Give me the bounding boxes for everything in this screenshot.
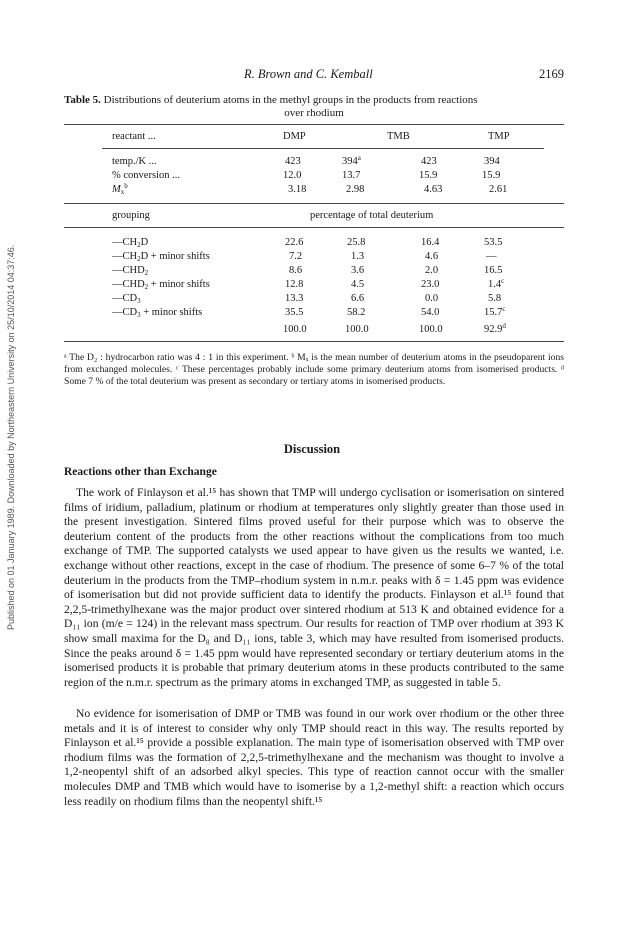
caption-line-2: over rhodium	[284, 107, 344, 119]
header-rule	[102, 148, 544, 149]
page-number: 2169	[539, 67, 564, 81]
mid-rule-1	[64, 203, 564, 204]
table-cell: 2.0	[425, 265, 439, 276]
table-cell: 0.0	[425, 293, 439, 304]
table-cell: 8.6	[289, 265, 303, 276]
conversion-label: % conversion ...	[112, 170, 180, 181]
table-cell: 5.8	[488, 293, 502, 304]
body-paragraph-2: No evidence for isomerisation of DMP or TMB was found in our work over rhodium or the other three metals and it is of interest to consider why only TMP should react in this way. The results reported by Finlayson et al.¹⁵ provide a possible explanation. The main type of isomerisation observed with TMP over rhodium films was the formation of 2,2,5-trimethylhexane and the mechanism was thought to involve a 1,2-neopentyl shift of an adsorbed alkyl species. This type of reaction cannot occur with the smaller molecules DMP and TMB which would have to isomerise by a 1,2-methyl shift: a reaction which occurs less readily on rhodium films than the neopentyl shift.¹⁵	[64, 707, 564, 808]
temp-tmp: 394	[484, 156, 500, 167]
table-cell: 16.5	[484, 265, 503, 276]
group-dmp: DMP	[283, 131, 306, 142]
table-cell: 12.8	[285, 279, 304, 290]
total-tmb-2: 100.0	[419, 324, 443, 335]
conv-tmb-1: 13.7	[342, 170, 361, 181]
table-cell: 1.3	[351, 251, 365, 262]
table-bottom-rule	[64, 341, 564, 342]
group-tmb: TMB	[387, 131, 410, 142]
body-paragraph-1: The work of Finlayson et al.¹⁵ has shown that TMP will undergo cyclisation or isomerisation on sintered films of iridium, palladium, platinum or rhodium at temperatures only slightly greater than those used in the present investigation. Sintered films proved useful for their purpose which was to observe the deuterium content of the products from the other reactions without the complications from too much exchange of TMP. The supported catalysts we used appear to have given us the results we wanted, i.e. exchange without other reactions, except in the case of rhodium. The presence of some 6–7 % of the total deuterium in the products from the TMP–rhodium system in n.m.r. peaks with δ = 1.45 ppm was evidence of isomerisation but did not provide sufficient data to identify the products. Finlayson et al.¹⁵ found that 2,2,5-trimethylhexane was the major product over sintered rhodium at 513 K and obtained evidence for a D₁₁ ion (m/e = 124) in the relevant mass spectrum. Our results for reaction of TMP over rhodium at 393 K show small maxima for the D₈ and D₁₁ ions, table 3, which may have resulted from isomerised products. Since the peaks around δ = 1.45 ppm would have represented secondary or tertiary deuterium atoms in the isomerised products it is probable that primary deuterium atoms in these products contributed to the same region of the n.m.r. spectrum as the primary atoms in exchanged TMP, as suggested in table 5.	[64, 486, 564, 689]
table-cell: 25.8	[347, 237, 366, 248]
table-label: Table 5.	[64, 94, 101, 106]
mx-tmb-2: 4.63	[424, 184, 443, 195]
table-cell: 35.5	[285, 307, 304, 318]
reactant-label: reactant ...	[112, 131, 156, 142]
table-caption	[64, 94, 564, 120]
table-cell: 6.6	[351, 293, 365, 304]
table-top-rule	[64, 124, 564, 125]
table-cell: 22.6	[285, 237, 304, 248]
table-cell: 7.2	[289, 251, 303, 262]
temp-tmb-2: 423	[421, 156, 437, 167]
row-label: —CD3 + minor shifts	[112, 307, 203, 319]
caption-line-1: Distributions of deuterium atoms in the methyl groups in the products from reactions	[103, 94, 478, 106]
row-label: —CHD2	[112, 265, 149, 277]
table-cell: 13.3	[285, 293, 304, 304]
table-cell: 3.6	[351, 265, 365, 276]
mx-tmp: 2.61	[489, 184, 508, 195]
section-heading: Discussion	[283, 442, 341, 456]
row-label: —CHD2 + minor shifts	[112, 279, 210, 291]
mid-rule-2	[64, 227, 564, 228]
grouping-header: percentage of total deuterium	[310, 210, 434, 221]
total-tmb-1: 100.0	[345, 324, 369, 335]
table-cell: 4.6	[425, 251, 439, 262]
running-head-authors: R. Brown and C. Kemball	[244, 67, 373, 81]
table-cell: 23.0	[421, 279, 440, 290]
row-label: —CH2D + minor shifts	[112, 251, 210, 263]
table-cell: 54.0	[421, 307, 440, 318]
mx-tmb-1: 2.98	[346, 184, 365, 195]
sidebar-note-text: Published on 01 January 1989. Downloaded by Northeastern University on 25/10/2014 04:37:46.	[6, 244, 16, 630]
row-label: —CH2D	[112, 237, 149, 249]
conv-dmp: 12.0	[283, 170, 302, 181]
table-footnotes: ᵃ The D₂ : hydrocarbon ratio was 4 : 1 in this experiment. ᵇ Mₓ is the mean number of deuterium atoms in the pseudoparent ions from exchanged molecules. ᶜ These percentages probably include some primary deuterium atoms from isomerised products. ᵈ Some 7 % of the total deuterium was present as secondary or tertiary atoms in isomerised products.	[64, 352, 564, 387]
total-dmp: 100.0	[283, 324, 307, 335]
table-cell: 53.5	[484, 237, 503, 248]
temp-tmb-1: 394$^a$	[342, 154, 361, 167]
mx-dmp: 3.18	[288, 184, 307, 195]
conv-tmb-2: 15.9	[419, 170, 438, 181]
table-cell: 58.2	[347, 307, 366, 318]
row-label: —CD3	[112, 293, 141, 305]
table-cell: 1.4$^c$	[488, 277, 505, 290]
table-cell: —	[486, 251, 497, 262]
download-sidebar-note	[6, 150, 20, 630]
table-cell: 15.7$^c$	[484, 305, 506, 318]
conv-tmp: 15.9	[482, 170, 501, 181]
table-cell: 4.5	[351, 279, 365, 290]
temp-label: temp./K ...	[112, 156, 157, 167]
mx-label: Mx$^b$	[112, 182, 128, 196]
temp-dmp: 423	[285, 156, 301, 167]
group-tmp: TMP	[488, 131, 510, 142]
table-cell: 16.4	[421, 237, 440, 248]
subsection-heading: Reactions other than Exchange	[64, 466, 217, 478]
total-tmp: 92.9$^d$	[484, 322, 506, 335]
grouping-label: grouping	[112, 210, 150, 221]
